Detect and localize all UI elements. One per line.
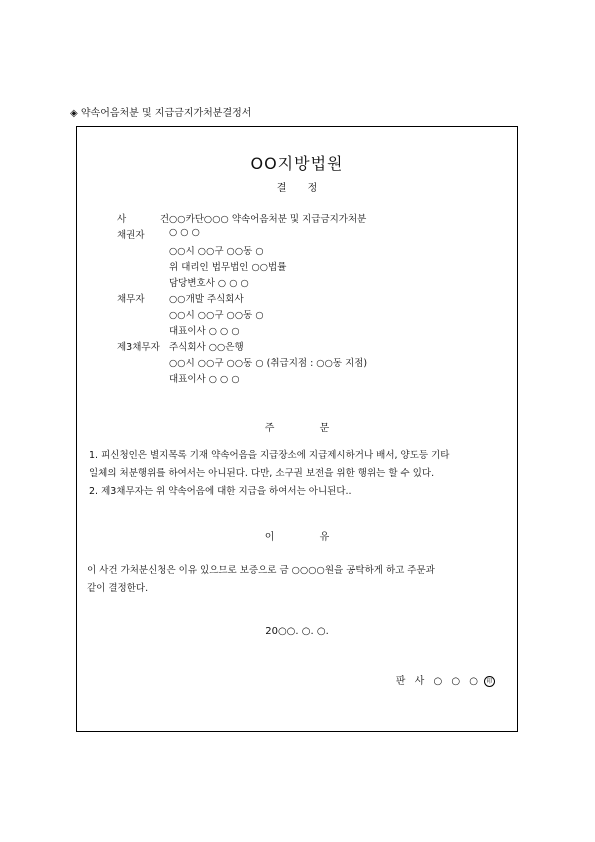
court-name: OO지방법원 — [250, 154, 344, 173]
party-value: 담당변호사 ○ ○ ○ — [169, 278, 249, 289]
party-label: 제3채무자 — [117, 342, 160, 353]
decision-date: 20○○. ○. ○. — [265, 626, 329, 637]
party-value: ○○카단○○○ 약속어음처분 및 지급금지가처분 — [169, 214, 367, 225]
party-value: 위 대리인 법무법인 ○○법률 — [169, 262, 287, 273]
party-value: 대표이사 ○ ○ ○ — [169, 326, 240, 337]
party-value: ○○시 ○○구 ○○동 ○ — [169, 246, 264, 257]
decision-form — [76, 126, 518, 732]
order-line: 일체의 처분행위를 하여서는 아니된다. 다만, 소구권 보전을 위한 행위는 할 수 있다. — [89, 468, 435, 479]
seal-icon: 印 — [484, 676, 495, 687]
reason-line: 이 사건 가처분신청은 이유 있으므로 보증으로 금 ○○○○원을 공탁하게 하고 주문과 — [87, 565, 435, 576]
document-heading: ◈ 약속어음처분 및 지급금지가처분결정서 — [70, 108, 252, 119]
judge-signature — [396, 672, 495, 687]
party-label: 사 건 — [117, 214, 169, 225]
document-type: 결 정 — [276, 183, 318, 194]
party-value: ○ ○ ○ — [169, 227, 200, 238]
reason-heading: 이 유 — [264, 532, 330, 543]
party-label: 채무자 — [117, 294, 145, 305]
reason-line: 같이 결정한다. — [87, 583, 149, 594]
order-heading: 주 문 — [264, 423, 330, 434]
party-value: ○○시 ○○구 ○○동 ○ (취급지점 : ○○동 지점) — [169, 358, 368, 369]
judge-name: 판 사 ○ ○ ○ — [395, 676, 478, 687]
party-value: 대표이사 ○ ○ ○ — [169, 374, 240, 385]
order-line: 2. 제3채무자는 위 약속어음에 대한 지급을 하여서는 아니된다.. — [89, 486, 352, 497]
party-value: ○○시 ○○구 ○○동 ○ — [169, 310, 264, 321]
party-value: ○○개발 주식회사 — [169, 294, 244, 305]
party-value: 주식회사 ○○은행 — [169, 342, 244, 353]
order-line: 1. 피신청인은 별지목록 기재 약속어음을 지급장소에 지급제시하거나 배서, 양도등 기타 — [89, 450, 450, 461]
party-label: 채권자 — [117, 230, 145, 241]
